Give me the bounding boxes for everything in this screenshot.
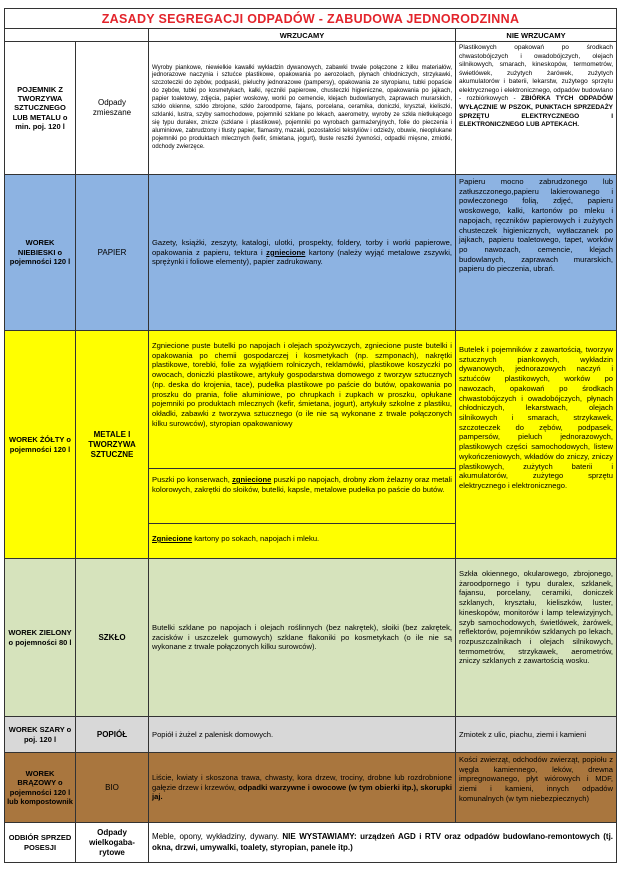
wrzucamy-metale-puszki: [149, 469, 455, 524]
type-zmieszane: Odpady zmieszane: [76, 42, 149, 175]
nie-wrzucamy-szklo: Szkła okiennego, okularowego, zbrojonego, żaroodpornego i typu duralex, szklanek, fajansu, porcelany, ceramiki, doniczek szklanych, kryształu, kieliszków, luster, kineskopów, monitorów i lamp telewizyjnych, szyb samochodowych, świetlówek, żarówek, reflektorów, pojemników szklanych po lekach, rozpuszczalnikach i olejach silnikowych, termometrów, strzykawek, aerometrów, zniczy szklanych z zawartością wosku.: [456, 559, 617, 717]
row-wielkogabarytowe: [5, 823, 617, 863]
nie-wrzucamy-papier: Papieru mocno zabrudzonego lub zatłuszczonego,papieru lakierowanego i powleczonego folią, zdjęć, papieru woskowego, kalki, kartonów po mleku i napojach, ręczników papierowych i zużytych chusteczek higienicznych, wytłaczanek po jajkach, papieru toaletowego, tapet, worków po nawozach, cemencie, klejach budowlanych, zaprawach murarskich, papieru do pieczenia, ubrań.: [456, 175, 617, 331]
row-zmieszane: [5, 42, 617, 175]
container-wielkogabarytowe: ODBIÓR SPRZED POSESJI: [5, 823, 76, 863]
row-papier: [5, 175, 617, 331]
wrzucamy-papier: [149, 175, 456, 331]
header-nie-wrzucamy: NIE WRZUCAMY: [456, 29, 617, 42]
header-wrzucamy: WRZUCAMY: [149, 29, 456, 42]
nie-wrzucamy-zmieszane-text: Plastikowych opakowań po środkach chwastobójczych i owadobójczych, olejach silnikowych, smarach, kineskopów, termometrów, świetlówek, zużytych żarówek, zużytych akumulatorów i baterii, lekarstw, zużytego sprzętu elektrycznego i elektronicznego, odpadów budowlano - rozbiórkowych -: [459, 44, 614, 103]
row-bio: [5, 753, 617, 823]
wrzucamy-bio-text: Liście, kwiaty i skoszona trawa, chwasty, kora drzew, trociny, drobne lub rozdrobnione gałęzie drzew i krzewów,: [152, 772, 452, 792]
wrzucamy-papier-text-2: kartony (należy wyjąć metalowe zszywki, sprężynki i foliowe elementy), papier zadrukowany.: [152, 247, 452, 267]
wrzucamy-bio-bold: odpadki warzywne i owocowe (w tym obierki itp.), skorupki jaj.: [152, 782, 452, 802]
container-szklo: WOREK ZIELONY o pojemności 80 l: [5, 559, 76, 717]
segregation-table: [4, 8, 617, 863]
wrzucamy-papier-text-1: Gazety, książki, zeszyty, katalogi, ulotki, prospekty, foldery, torby i worki papierowe, opakowania z papieru, tektura i: [152, 237, 452, 257]
wrzucamy-metale-puszki-underline: zgniecione: [232, 475, 272, 484]
type-papier: PAPIER: [76, 175, 149, 331]
wielkogabarytowe-text: Meble, opony, wykładziny, dywany.: [152, 832, 283, 842]
nie-wrzucamy-zmieszane: [456, 42, 617, 175]
wrzucamy-metale-puszki-text-1: Puszki po konserwach,: [152, 475, 233, 484]
wrzucamy-metale-kartony-underline: Zgniecione: [152, 534, 193, 543]
type-szklo: SZKŁO: [76, 559, 149, 717]
nie-wrzucamy-popiol: Zmiotek z ulic, piachu, ziemi i kamieni: [456, 717, 617, 753]
container-popiol: WOREK SZARY o poj. 120 l: [5, 717, 76, 753]
wrzucamy-metale: [149, 331, 456, 559]
wrzucamy-szklo: Butelki szklane po napojach i olejach roślinnych (bez nakrętek), słoiki (bez zakrętek, zacisków i uszczelek gumowych) szklane flakoniki po kosmetykach (o ile nie są wykonane z trwale połączonych kilku surowców).: [149, 559, 456, 717]
container-metale: WOREK ŻÓŁTY o pojemności 120 l: [5, 331, 76, 559]
container-zmieszane: POJEMNIK Z TWORZYWA SZTUCZNEGO LUB METALU o min. poj. 120 l: [5, 42, 76, 175]
wrzucamy-metale-puszki-text-2: puszki po napojach, drobny złom żelazny oraz metali kolorowych, zakrętki do słoików, butelki, kapsle, metalowe pudełka po paście do butów.: [152, 475, 452, 494]
header-empty: [5, 29, 149, 42]
wrzucamy-popiol: Popiół i żużel z palenisk domowych.: [149, 717, 456, 753]
nie-wrzucamy-zmieszane-bold: ZBIÓRKA TYCH ODPADÓW WYŁĄCZNIE W PSZOK, PUNKTACH SPRZEDAŻY SPRZĘTU ELEKTRYCZNEGO I ELEKTRONICZNEGO LUB APTEKACH.: [459, 95, 614, 129]
wrzucamy-zmieszane: Wyroby piankowe, niewielkie kawałki wykładzin dywanowych, zabawki trwale połączone z kilku materiałów, jednorazowe naczynia i sztućce plastikowe, opakowania po aerozolach, płynach chłodniczych, strzykawki, szczoteczki do zębów, podpaski, pieluchy jednorazowe (pampersy), opakowania ze styropianu, tubki popaście do zębów, tubki po kosmetykach, kalki, ręczniki papierowe, chusteczki higieniczne, opakowania po jajkach, papier toaletowy, zdjęcia, papier woskowy, worki po cemencie, klejach budowlanych, zaprawach murarskich, szkło okienne, szkło zbrojone, szkło żaroodporne, fajans, porcelana, ceramika, doniczki, kryształ, kieliszki, szklanki, lustra, szyby samochodowe, pojemniki szklane po lekach, aaerometry, wyroby ze szkła nietłukącego się typu duralex, znicze (szklane i plastikowe), pojemniki po wyrobach garmażeryjnych, folie do pieczenia i aluminiowe, zabrudzony i tłusty papier, flamastry, mazaki, pozostałości tekstyliów i odzieży, obuwie, nieoplukane pojemniki po produktach mlecznych (kefir, śmietana, jogurt), tłuste resztki żywności, odpadki mięsne, zmiotki, odchody zwierzęce.: [149, 42, 456, 175]
type-wielkogabarytowe: Odpady wielkogaba-rytowe: [76, 823, 149, 863]
row-popiol: [5, 717, 617, 753]
nie-wrzucamy-metale: Butelek i pojemników z zawartością, tworzyw sztucznych piankowych, wykładzin dywanowych, jednorazowych naczyń i sztućców plastikowych, worków po nawozach, opakowań po środkach chwastobójczych i owadobójczych, płynach chłodniczych, lekarstwach, olejach silnikowych i smarach, strzykawek, szczoteczek do zębów, podpasek, pampersów, pieluch jednorazowych, plastikowych części samochodowych, listew wykończeniowych, wkładów do zniczy, zniczy plastikowych, zużytych baterii i akumulatorów, zużytego sprzętu elektrycznego i elektronicznego.: [456, 331, 617, 559]
wielkogabarytowe-bold: NIE WYSTAWIAMY: urządzeń AGD i RTV oraz odpadów budowlano-remontowych (tj. okna, drzwi, umywalki, toalety, styropian, panele itp.): [152, 832, 614, 852]
row-szklo: [5, 559, 617, 717]
title-row: [5, 9, 617, 29]
type-popiol: POPIÓŁ: [76, 717, 149, 753]
type-bio: BIO: [76, 753, 149, 823]
wrzucamy-metale-kartony: [149, 524, 455, 547]
wrzucamy-metale-kartony-text: kartony po sokach, napojach i mleku.: [192, 534, 320, 543]
text-wielkogabarytowe: [149, 823, 617, 863]
type-metale: METALE I TWORZYWA SZTUCZNE: [76, 331, 149, 559]
header-row: [5, 29, 617, 42]
page-title: ZASADY SEGREGACJI ODPADÓW - ZABUDOWA JEDNORODZINNA: [5, 9, 617, 29]
container-bio: WOREK BRĄZOWY o pojemności 120 l lub kompostownik: [5, 753, 76, 823]
container-papier: WOREK NIEBIESKI o pojemności 120 l: [5, 175, 76, 331]
wrzucamy-bio: [149, 753, 456, 823]
nie-wrzucamy-bio: Kości zwierząt, odchodów zwierząt, popiołu z węgla kamiennego, leków, drewna impregnowanego, płyt wiórowych i MDF, ziemi i kamieni, innych odpadów komunalnych (w tym niebezpiecznych): [456, 753, 617, 823]
row-metale: [5, 331, 617, 559]
wrzucamy-papier-underline: zgniecione: [266, 247, 306, 257]
wrzucamy-metale-plastik: Zgniecione puste butelki po napojach i olejach spożywczych, zgniecione puste butelki i opakowania po chemii gospodarczej i kosmetykach (np. szmponach), nakrętki plastikowe, torebki, folie za wyjątkiem rolniczych, reklamówki, plastikowe koszyczki po owocach, doniczki plastikowe, artykuły gospodarstwa domowego z tworzyw sztucznych (np. deska do krojenia, tace), pudełka plastikowe po paście do butów, opakowania po proszku do prania, folie aluminiowe, po chrupkach i zupkach w proszku, opłukane pojemniki po produktach mlecznych (kefir, śmietana, jogurt), artykuły szkolne z plastiku, okładki, zabawki z tworzywa sztucznego (o ile nie są wykonane z trwale połączonych kilku surowców), styropian opakowaniowy: [149, 331, 455, 469]
